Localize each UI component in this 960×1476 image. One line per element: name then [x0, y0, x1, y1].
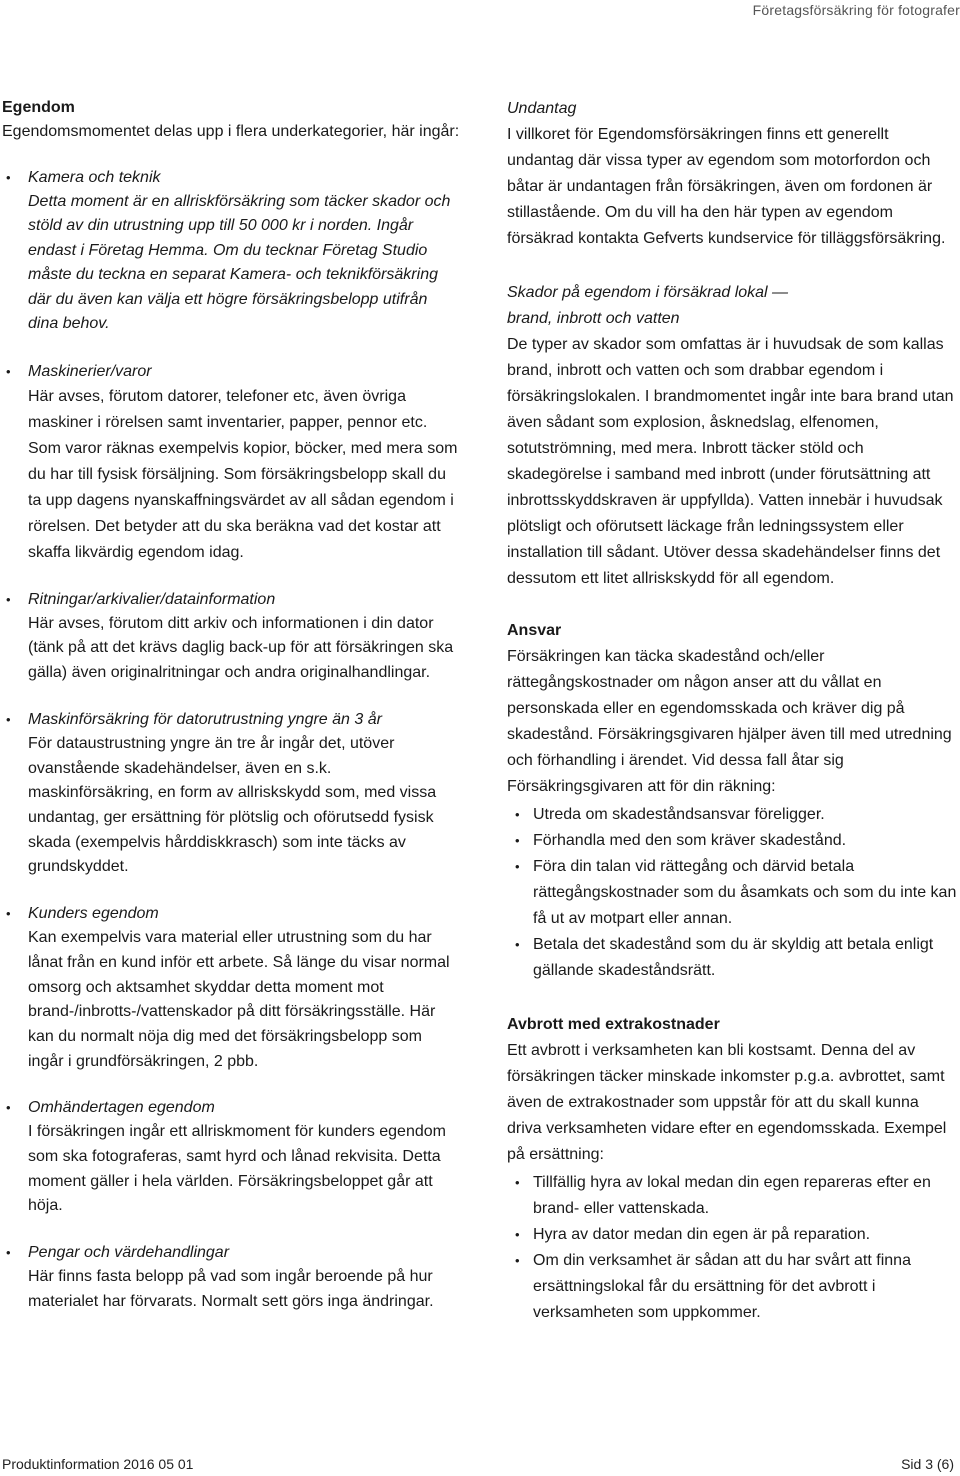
item-body: Detta moment är en allriskförsäkring som täcker skador och stöld av din utrustning upp till 50 000 kr i norden. Ingår endast i Företag Hemma. Om du tecknar Företag Studio måste du teckna en separat Kamera- och teknikförsäkring där du även kan välja ett högre försäkringsbelopp utifrån dina behov.: [28, 193, 451, 333]
list-item: • Föra din talan vid rättegång och därvid betala rättegångskostnader som du åsamkats och som du inte kan få ut av motpart eller annan.: [507, 854, 957, 932]
list-item: • Förhandla med den som kräver skadestånd.: [507, 828, 957, 854]
list-item: • Om din verksamhet är sådan att du har svårt att finna ersättningslokal får du ersättning för det avbrott i verksamheten som uppkommer.: [507, 1248, 957, 1326]
egendom-intro: Egendomsmomentet delas upp i flera underkategorier, här ingår:: [2, 123, 460, 140]
undantag-title: Undantag: [507, 100, 577, 117]
ansvar-body: Försäkringen kan täcka skadestånd och/eller rättegångskostnader om någon anser att du vållat en personskada eller en egendomsskada och kräver dig på skadestånd. Försäkringsgivaren hjälper även till med utredning och förhandling i ärendet. Vid dessa fall åtar sig Försäkringsgivaren att för din räkning:: [507, 648, 952, 795]
list-item-kunders-egendom: [2, 902, 460, 1074]
list-item: • Betala det skadestånd som du är skyldig att betala enligt gällande skadeståndsrätt.: [507, 932, 957, 984]
item-body: För dataustrustning yngre än tre år ingår det, utöver ovanstående skadehändelser, även en s.k. maskinförsäkring, en form av allriskskydd som, med vissa undantag, ger ersättning för plötslig och oförutsedd fysisk skada (exempelvis hårddiskkrasch) som inte täcks av grundskyddet.: [28, 734, 437, 876]
avbrott-body: Ett avbrott i verksamheten kan bli kostsamt. Denna del av försäkringen täcker minskade inkomster p.g.a. avbrottet, samt även de extrakostnader som uppstår för att du skall kunna driva verksamheten vidare efter en egendomsskada. Exempel på ersättning:: [507, 1042, 947, 1163]
item-body: Här avses, förutom datorer, telefoner etc, även övriga maskiner i rörelsen samt inventarier, papper, pennor etc. Som varor räknas exempelvis kopior, böcker, med mera som du har till fysisk försäljning. Som försäkringsbelopp skall du ta upp dagens nyanskaffningsvärdet av all sådan egendom i rörelsen. Det betyder att du ska beräkna vad det kostar att skaffa likvärdig egendom idag.: [28, 388, 458, 561]
skador-body: De typer av skador som omfattas är i huvudsak de som kallas brand, inbrott och vatten och som drabbar egendom i försäkringslokalen. I brandmomentet ingår inte bara brand utan även sådant som explosion, åsknedslag, elfenomen, sotutströmning, med mera. Inbrott täcker stöld och skadegörelse i samband med inbrott (under förutsättning att inbrottsskyddskraven är uppfyllda). Vatten innebär i huvudsak plötsligt och oförutsett läckage från ledningssystem eller installation till sådant. Utöver dessa skadehändelser finns det dessutom ett litet allriskskydd för all egendom.: [507, 336, 954, 587]
item-title: • Maskinerier/varor: [28, 363, 152, 381]
section-heading-egendom: Egendom: [2, 99, 75, 116]
page-header-title: Företagsförsäkring för fotografer: [752, 2, 960, 18]
list-item: • Hyra av dator medan din egen är på reparation.: [507, 1222, 957, 1248]
list-item-pengar: [2, 1241, 460, 1314]
footer-product-info: Produktinformation 2016 05 01: [2, 1456, 194, 1472]
item-title: • Kamera och teknik: [28, 169, 161, 186]
item-title: • Omhändertagen egendom: [28, 1099, 215, 1117]
item-title: • Pengar och värdehandlingar: [28, 1244, 230, 1262]
list-item-maskinforsakring: [2, 708, 460, 880]
right-column: [507, 96, 957, 1354]
item-title: • Kunders egendom: [28, 905, 159, 923]
ansvar-section: [507, 618, 957, 984]
skador-title-line1: Skador på egendom i försäkrad lokal —: [507, 284, 789, 301]
item-title: • Maskinförsäkring för datorutrustning yngre än 3 år: [28, 710, 382, 728]
ansvar-list: [507, 802, 957, 984]
list-item-kamera: [2, 166, 460, 336]
list-item: • Tillfällig hyra av lokal medan din egen repareras efter en brand- eller vattenskada.: [507, 1170, 957, 1222]
skador-title-line2: brand, inbrott och vatten: [507, 310, 680, 327]
list-item-maskinerier: [2, 360, 460, 565]
undantag-section: [507, 96, 957, 252]
item-body: I försäkringen ingår ett allriskmoment för kunders egendom som ska fotograferas, samt hyrd och lånad rekvisita. Detta moment gäller i hela världen. Försäkringsbeloppet går att höja.: [28, 1123, 446, 1215]
list-item-ritningar: [2, 588, 460, 686]
footer-page-number: Sid 3 (6): [901, 1456, 954, 1472]
item-body: Kan exempelvis vara material eller utrustning som du har lånat från en kund inför ett arbete. Så länge du visar normal omsorg och aktsamhet skyddar detta moment mot brand-/inbrotts-/vattenskador på ditt försäkringsställe. Här kan du normalt nöja dig med det försäkringsbelopp som ingår i grundförsäkringen, 2 pbb.: [28, 929, 450, 1070]
undantag-body: I villkoret för Egendomsförsäkringen finns ett generellt undantag där vissa typer av egendom som motorfordon och båtar är undantagen från försäkringen, även om fordonen är stillastående. Om du vill ha den här typen av egendom försäkrad kontakta Gefverts kundservice för tilläggsförsäkring.: [507, 126, 946, 247]
egendom-list: [2, 166, 460, 1315]
ansvar-heading: Ansvar: [507, 622, 562, 639]
item-body: Här avses, förutom ditt arkiv och informationen i din dator (tänk på att det krävs daglig back-up för att försäkringen ska gälla) även originalritningar och andra originalhandlingar.: [28, 614, 454, 682]
item-title: • Ritningar/arkivalier/datainformation: [28, 590, 276, 608]
list-item: • Utreda om skadeståndsansvar föreligger.: [507, 802, 957, 828]
list-item-omhandertagen: [2, 1096, 460, 1219]
skador-section: [507, 280, 957, 592]
avbrott-heading: Avbrott med extrakostnader: [507, 1016, 720, 1033]
avbrott-section: [507, 1012, 957, 1326]
avbrott-list: [507, 1170, 957, 1326]
item-body: Här finns fasta belopp på vad som ingår beroende på hur materialet har förvarats. Normalt sett görs inga ändringar.: [28, 1268, 434, 1310]
left-column: [2, 96, 460, 1315]
